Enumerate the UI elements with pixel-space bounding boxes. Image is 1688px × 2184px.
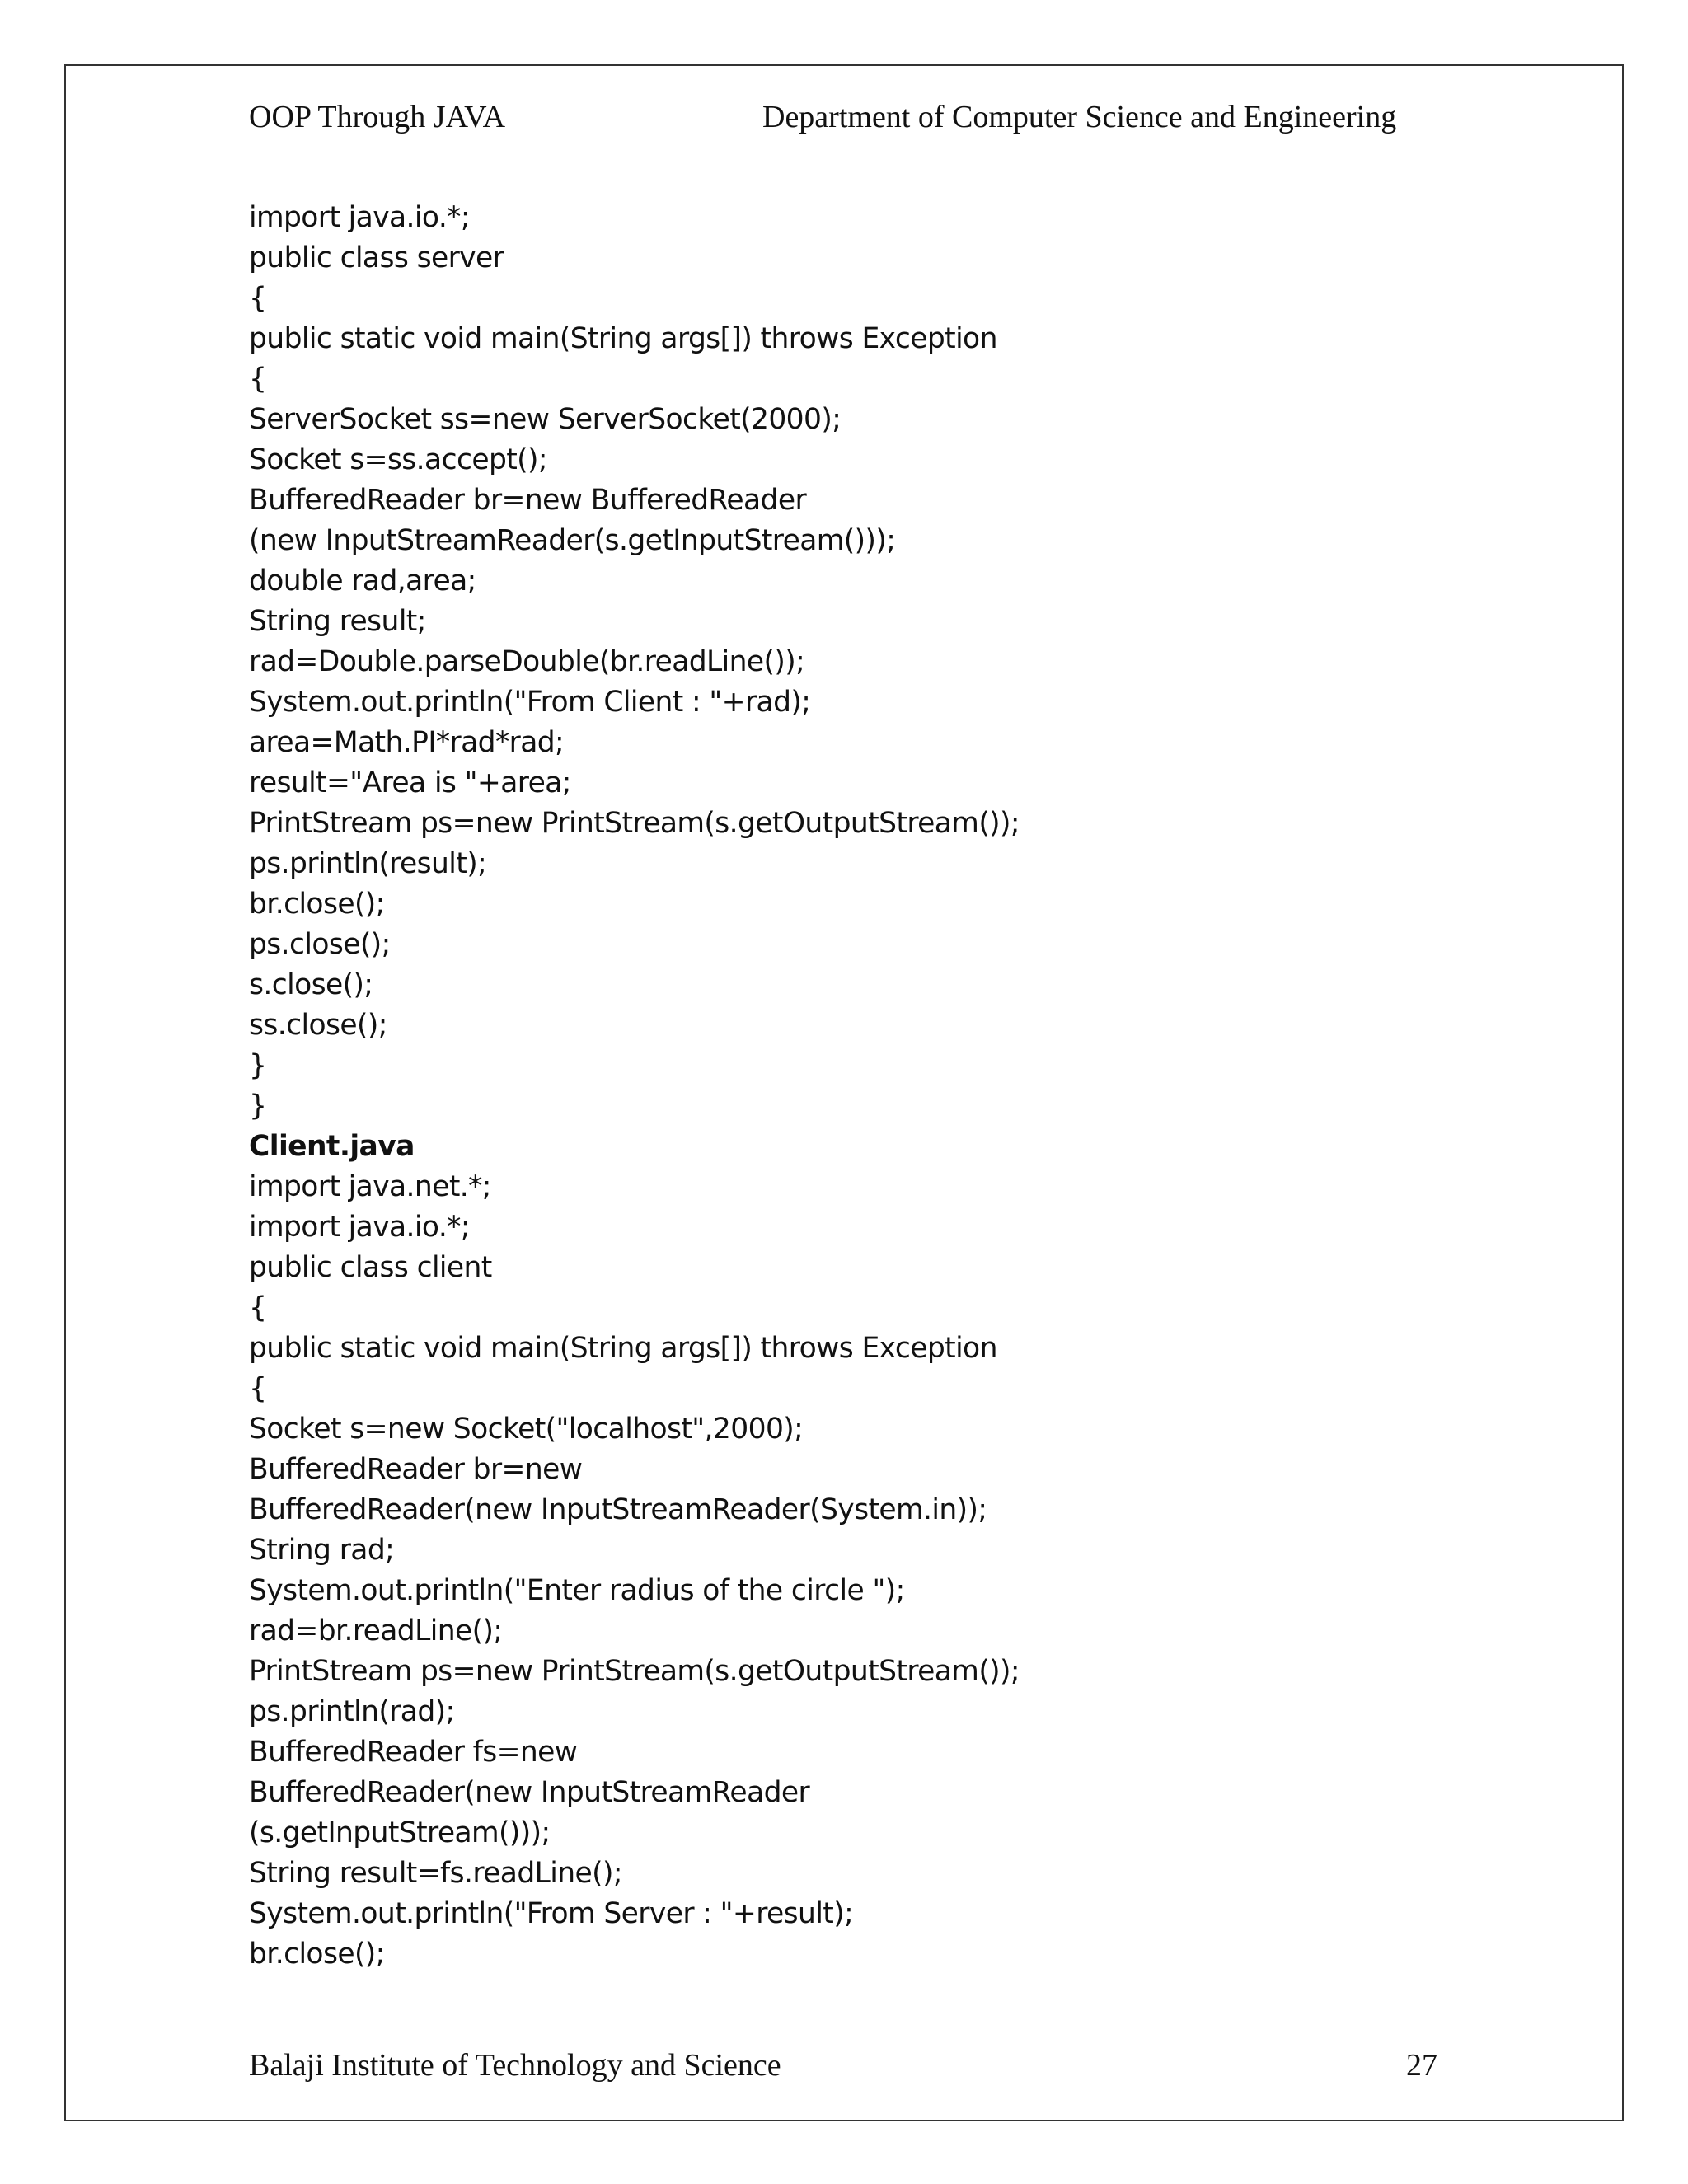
- code-line: result="Area is "+area;: [249, 766, 571, 799]
- code-line: public static void main(String args[]) throws Exception: [249, 1332, 997, 1365]
- code-line: String result;: [249, 605, 426, 638]
- code-line: area=Math.PI*rad*rad;: [249, 726, 565, 759]
- code-line: }: [249, 1090, 267, 1122]
- code-line: }: [249, 1049, 267, 1082]
- code-line: s.close();: [249, 968, 373, 1001]
- code-line: System.out.println("From Server : "+result);: [249, 1897, 854, 1930]
- code-line: BufferedReader br=new BufferedReader: [249, 484, 807, 517]
- code-line: String result=fs.readLine();: [249, 1857, 622, 1890]
- header-course-title: OOP Through JAVA: [249, 100, 506, 134]
- code-line: {: [249, 1372, 267, 1405]
- code-line: public class server: [249, 241, 504, 274]
- code-listing: [249, 198, 1020, 1975]
- code-line: ps.println(result);: [249, 847, 487, 880]
- code-line: br.close();: [249, 1938, 385, 1971]
- code-line: BufferedReader(new InputStreamReader: [249, 1776, 810, 1809]
- code-line: BufferedReader fs=new: [249, 1736, 578, 1769]
- code-line: BufferedReader(new InputStreamReader(System.in));: [249, 1493, 987, 1526]
- code-line: br.close();: [249, 888, 385, 921]
- code-line: rad=br.readLine();: [249, 1615, 503, 1647]
- code-line: public static void main(String args[]) throws Exception: [249, 322, 997, 355]
- code-line: BufferedReader br=new: [249, 1453, 583, 1486]
- code-line: (s.getInputStream()));: [249, 1816, 551, 1849]
- header-department: Department of Computer Science and Engineering: [762, 100, 1397, 134]
- page-number: 27: [1406, 2048, 1437, 2083]
- code-line: PrintStream ps=new PrintStream(s.getOutputStream());: [249, 807, 1020, 840]
- code-line: Socket s=new Socket("localhost",2000);: [249, 1413, 804, 1446]
- code-line: import java.io.*;: [249, 1211, 470, 1244]
- code-line: System.out.println("Enter radius of the circle ");: [249, 1574, 905, 1607]
- code-line: ps.println(rad);: [249, 1695, 455, 1728]
- code-line: Socket s=ss.accept();: [249, 443, 547, 476]
- code-line: {: [249, 282, 267, 315]
- code-line: ServerSocket ss=new ServerSocket(2000);: [249, 403, 842, 436]
- code-line: rad=Double.parseDouble(br.readLine());: [249, 645, 805, 678]
- code-line: import java.net.*;: [249, 1170, 491, 1203]
- code-line: import java.io.*;: [249, 201, 470, 234]
- code-line: {: [249, 363, 267, 396]
- code-line: String rad;: [249, 1534, 395, 1567]
- code-line: {: [249, 1291, 267, 1324]
- code-line: (new InputStreamReader(s.getInputStream()));: [249, 524, 896, 557]
- code-line: PrintStream ps=new PrintStream(s.getOutputStream());: [249, 1655, 1020, 1688]
- section-heading: Client.java: [249, 1130, 415, 1163]
- code-line: double rad,area;: [249, 565, 476, 598]
- code-line: public class client: [249, 1251, 492, 1284]
- footer-institute: Balaji Institute of Technology and Science: [249, 2048, 781, 2083]
- code-line: System.out.println("From Client : "+rad);: [249, 686, 811, 719]
- code-line: ps.close();: [249, 928, 391, 961]
- code-line: ss.close();: [249, 1009, 387, 1042]
